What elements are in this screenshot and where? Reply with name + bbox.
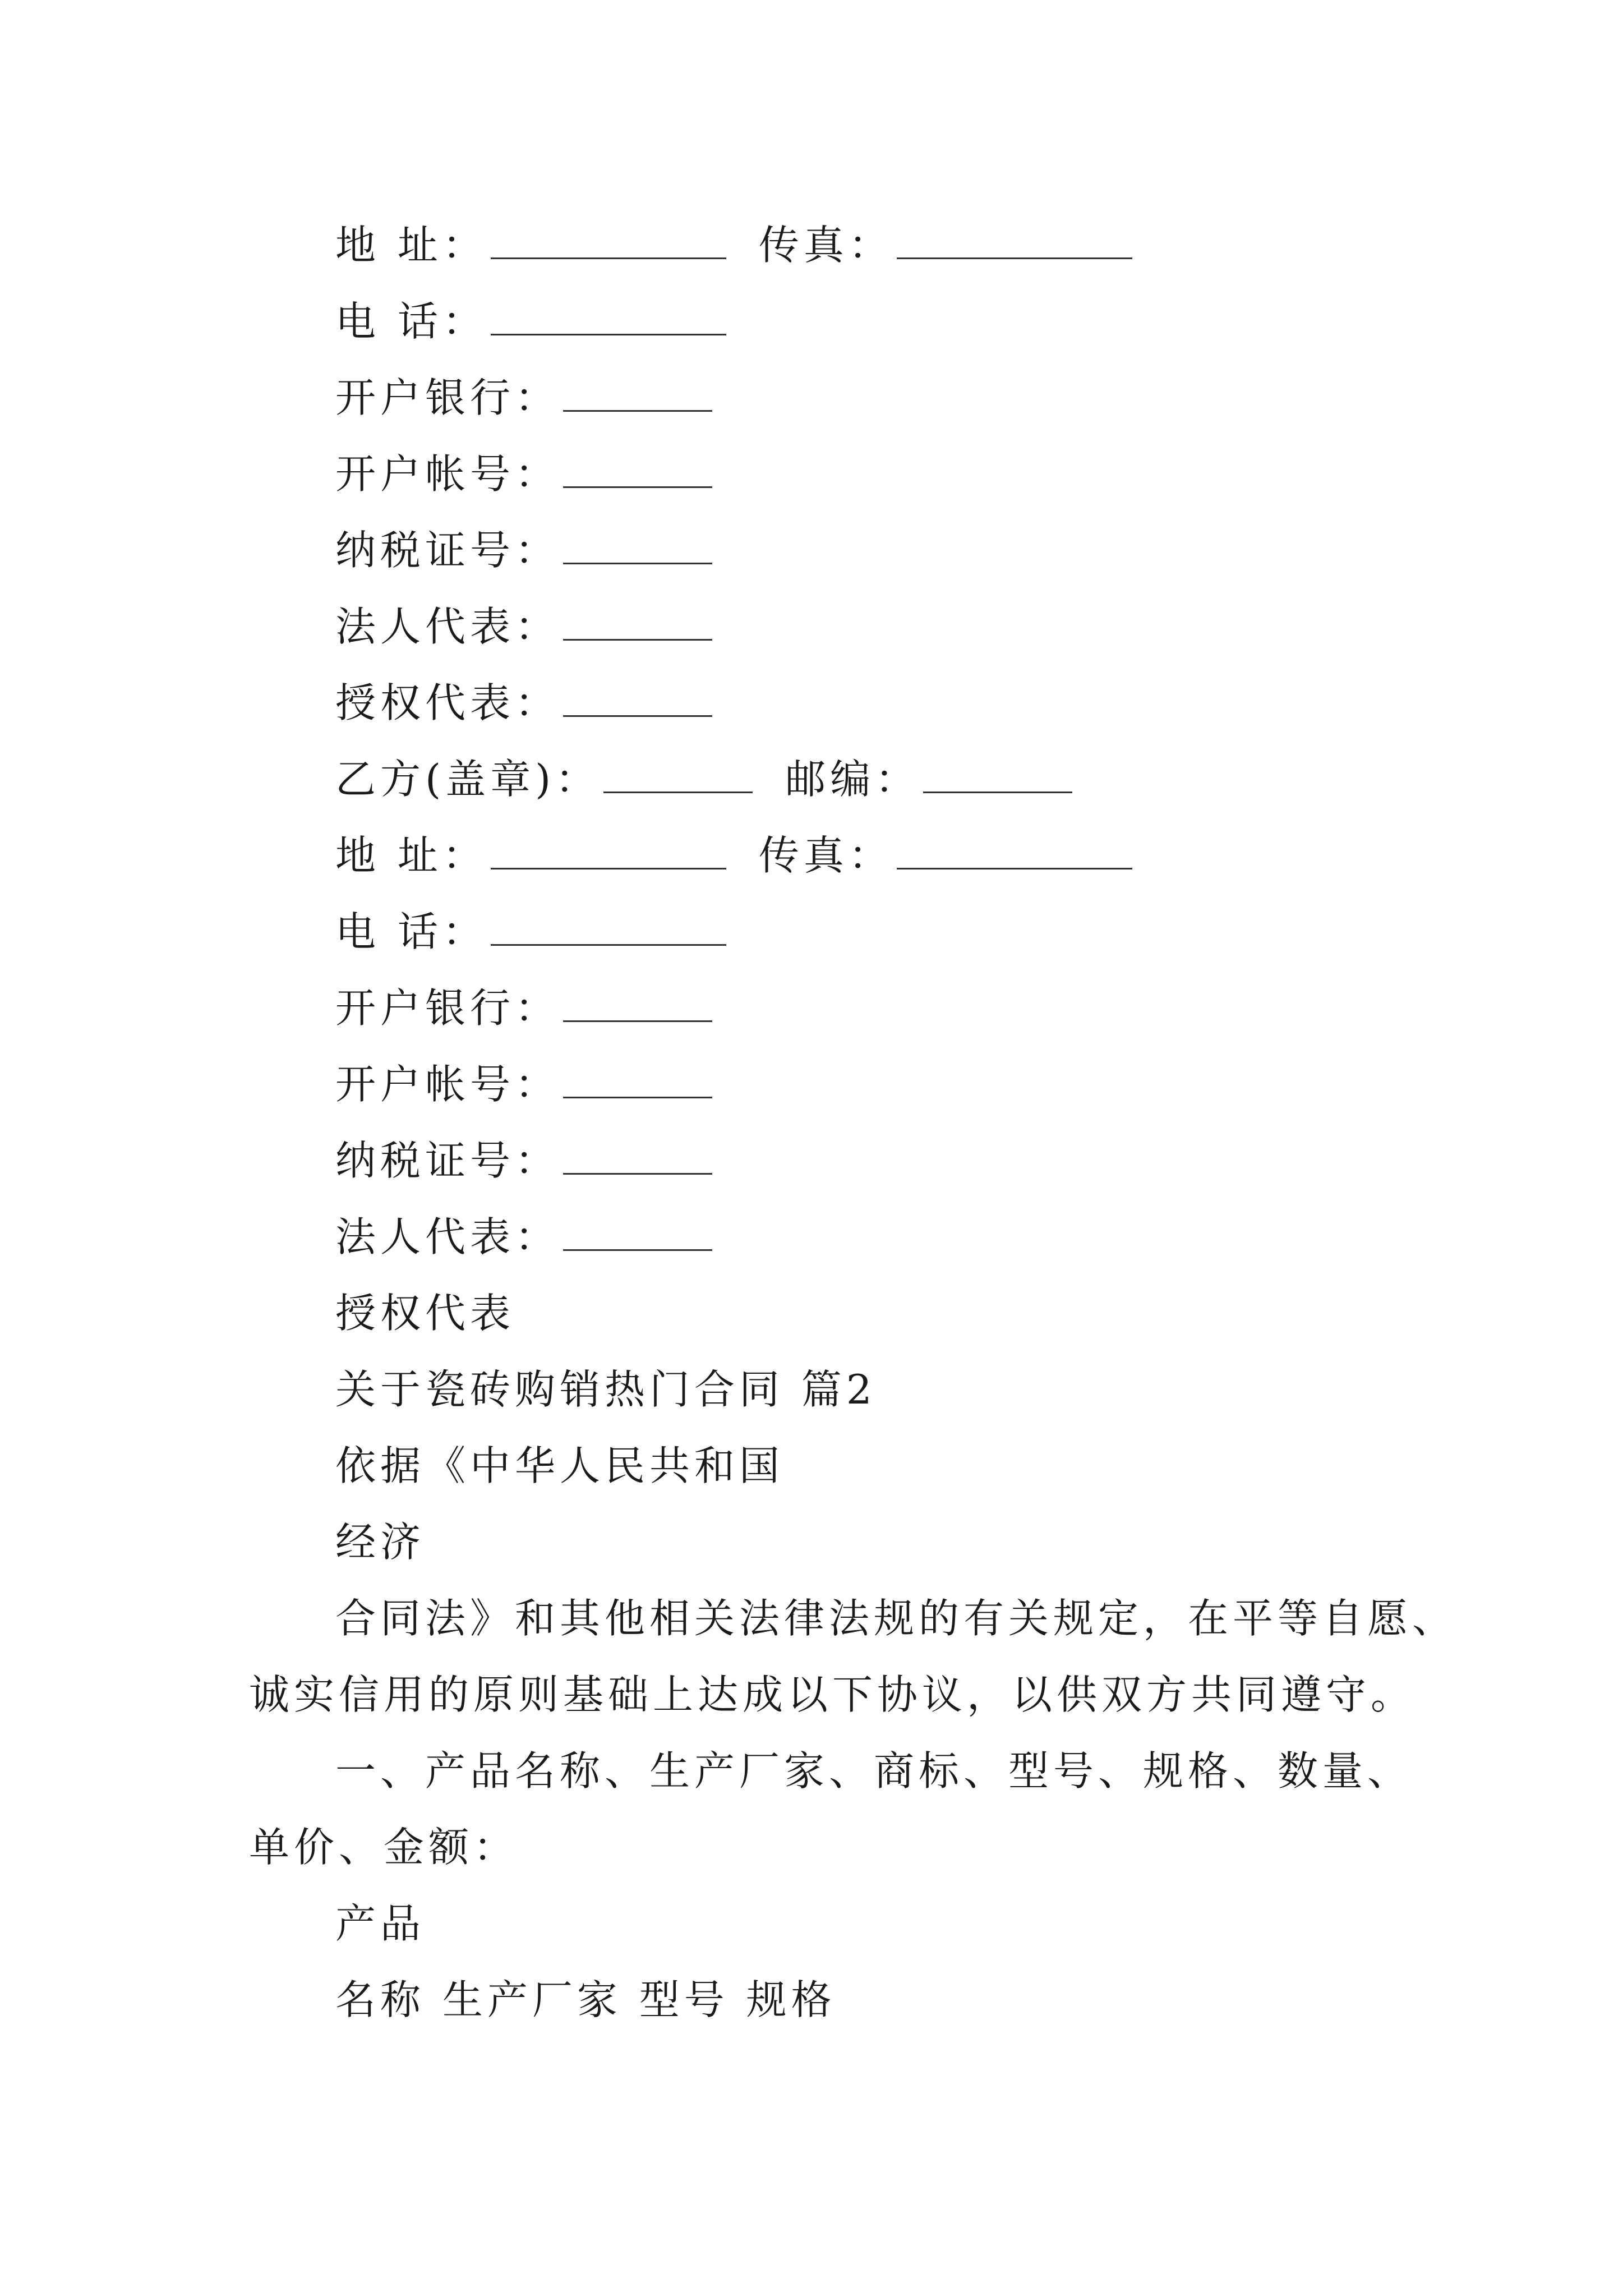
legal-rep-field [563, 1218, 712, 1251]
auth-rep-field [563, 684, 712, 717]
table-header: 名称 生产厂家 型号 规格 [335, 1976, 836, 2023]
postcode-field [923, 760, 1072, 793]
party-b-title-row [335, 748, 1080, 810]
address-field [491, 226, 726, 259]
legal-rep-label: 法人代表： [335, 1213, 560, 1260]
fax-label: 传真： [758, 222, 893, 269]
account-field [563, 455, 712, 488]
party-b-account-row [335, 1053, 720, 1115]
account-label: 开户帐号： [335, 1061, 560, 1108]
postcode-label: 邮编： [785, 756, 920, 803]
party-b-phone-row [335, 901, 734, 963]
table-word: 产品 [335, 1900, 426, 1947]
phone-label: 电 话： [335, 298, 487, 345]
basis-line-1: 依据《中华人民共和国 [335, 1442, 785, 1489]
account-field [563, 1065, 712, 1098]
party-a-auth-rep-row [335, 672, 720, 734]
bank-label: 开户银行： [335, 374, 560, 421]
party-b-auth-rep-row [335, 1282, 515, 1344]
phone-label: 电 话： [335, 908, 487, 955]
auth-rep-label: 授权代表 [335, 1290, 515, 1337]
fax-label: 传真： [758, 832, 893, 879]
clause-1-line: 单价、金额： [249, 1824, 519, 1871]
party-a-bank-row [335, 367, 720, 429]
fax-field [897, 226, 1132, 259]
section-heading: 关于瓷砖购销热门合同 篇2 [335, 1366, 877, 1413]
party-a-legal-rep-row [335, 596, 720, 657]
bank-label: 开户银行： [335, 984, 560, 1032]
party-b-title-label: 乙方(盖章)： [335, 756, 601, 803]
party-a-tax-row [335, 519, 720, 581]
bank-field [563, 379, 712, 412]
party-a-phone-row [335, 291, 734, 352]
party-b-bank-row [335, 977, 720, 1039]
party-a-account-row [335, 443, 720, 505]
legal-rep-field [563, 608, 712, 641]
basis-line-2: 经济 [335, 1519, 426, 1566]
address-label: 地 址： [335, 222, 487, 269]
party-b-legal-rep-row [335, 1206, 720, 1268]
address-label: 地 址： [335, 832, 487, 879]
tax-field [563, 1142, 712, 1175]
legal-rep-label: 法人代表： [335, 603, 560, 650]
auth-rep-label: 授权代表： [335, 679, 560, 726]
party-b-address-row [335, 825, 1140, 886]
tax-label: 纳税证号： [335, 527, 560, 574]
party-b-seal-field [603, 760, 753, 793]
party-b-tax-row [335, 1130, 720, 1191]
tax-field [563, 531, 712, 564]
paragraph-line: 合同法》和其他相关法律法规的有关规定，在平等自愿、 [335, 1595, 1458, 1642]
party-a-address-row [335, 214, 1140, 276]
phone-field [491, 302, 726, 335]
phone-field [491, 913, 726, 946]
clause-1-line: 一、产品名称、生产厂家、商标、型号、规格、数量、 [335, 1747, 1413, 1795]
paragraph-line: 诚实信用的原则基础上达成以下协议，以供双方共同遵守。 [249, 1671, 1416, 1718]
address-field [491, 836, 726, 869]
bank-field [563, 989, 712, 1022]
account-label: 开户帐号： [335, 450, 560, 498]
tax-label: 纳税证号： [335, 1137, 560, 1184]
fax-field [897, 836, 1132, 869]
